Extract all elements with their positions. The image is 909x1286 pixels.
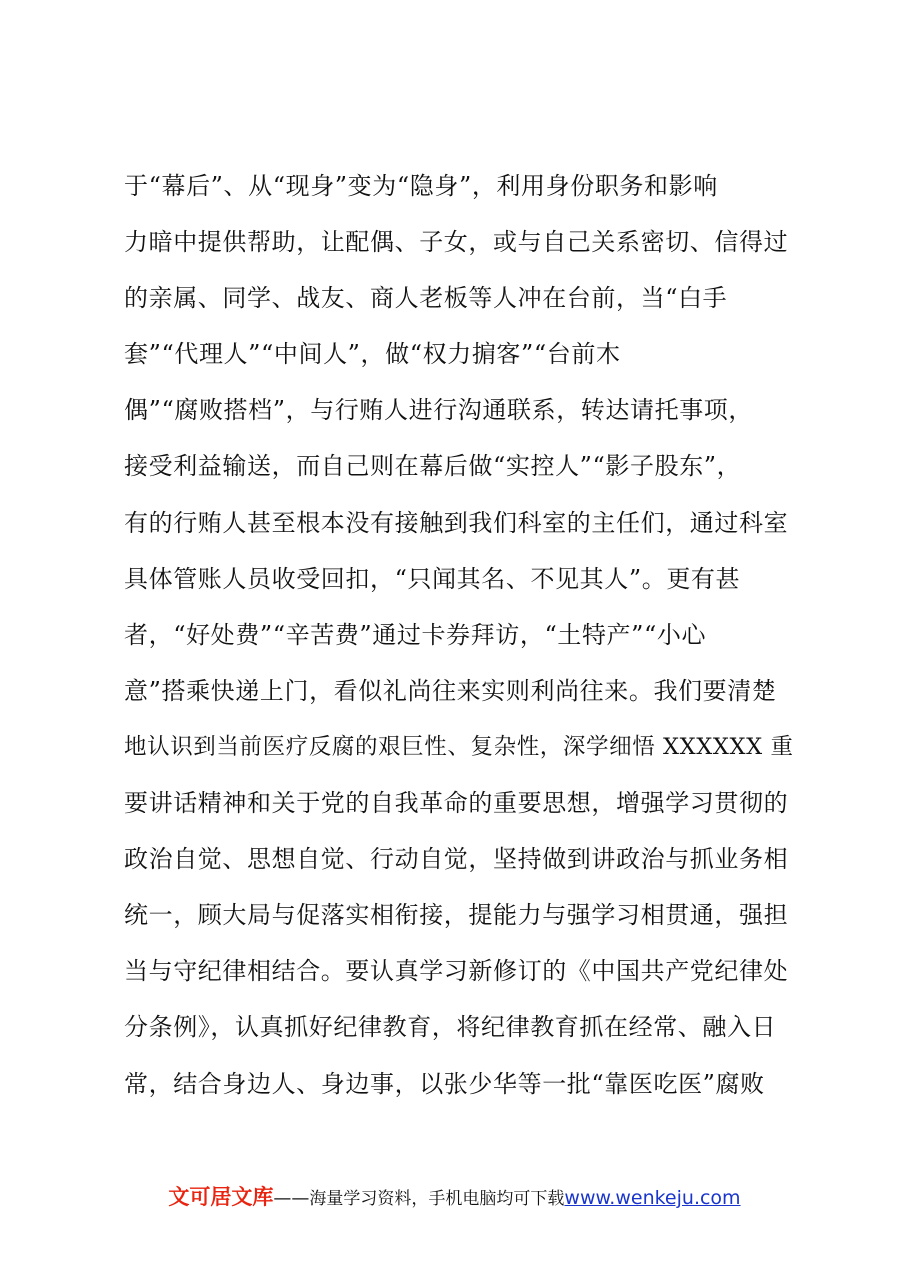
- text-line-7: 有的行贿人甚至根本没有接触到我们科室的主任们，通过科室: [124, 508, 789, 537]
- text-line-5: 偶”“腐败搭档”，与行贿人进行沟通联系，转达请托事项，: [124, 396, 754, 425]
- footer-dash: ——: [273, 1188, 310, 1209]
- text-line-6: 接受利益输送，而自己则在幕后做“实控人”“影子股东”，: [124, 452, 742, 481]
- page-footer: [0, 1181, 909, 1211]
- footer-slogan: 海量学习资料，手机电脑均可下载: [309, 1189, 565, 1209]
- text-line-4: 套”“代理人”“中间人”，做“权力掮客”“台前木: [124, 340, 621, 369]
- text-line-15: 当与守纪律相结合。要认真学习新修订的《中国共产党纪律处: [124, 957, 789, 986]
- document-body: [124, 166, 804, 1120]
- text-line-8: 具体管账人员收受回扣，“只闻其名、不见其人”。更有甚: [124, 564, 741, 593]
- text-line-9: 者，“好处费”“辛苦费”通过卡券拜访，“土特产”“小心: [124, 620, 707, 649]
- text-line-16: 分条例》，认真抓好纪律教育，将纪律教育抓在经常、融入日: [124, 1013, 777, 1042]
- text-line-13: 政治自觉、思想自觉、行动自觉，坚持做到讲政治与抓业务相: [124, 845, 789, 874]
- text-line-14: 统一，顾大局与促落实相衔接，提能力与强学习相贯通，强担: [124, 901, 789, 930]
- text-line-1: 于“幕后”、从“现身”变为“隐身”，利用身份职务和影响: [124, 172, 718, 200]
- text-line-2: 力暗中提供帮助，让配偶、子女，或与自己关系密切、信得过: [124, 228, 789, 257]
- text-line-11: 地认识到当前医疗反腐的艰巨性、复杂性，深学细悟 XXXXXX 重: [124, 733, 794, 760]
- text-line-3: 的亲属、同学、战友、商人老板等人冲在台前，当“白手: [124, 284, 728, 313]
- footer-website-link[interactable]: www.wenkeju.com: [564, 1187, 741, 1209]
- text-line-12: 要讲话精神和关于党的自我革命的重要思想，增强学习贯彻的: [124, 789, 789, 818]
- text-line-10: 意”搭乘快递上门，看似礼尚往来实则利尚往来。我们要清楚: [124, 676, 777, 705]
- text-line-17: 常，结合身边人、身边事，以张少华等一批“靠医吃医”腐败: [124, 1069, 765, 1098]
- footer-brand: 文可居文库: [168, 1185, 274, 1209]
